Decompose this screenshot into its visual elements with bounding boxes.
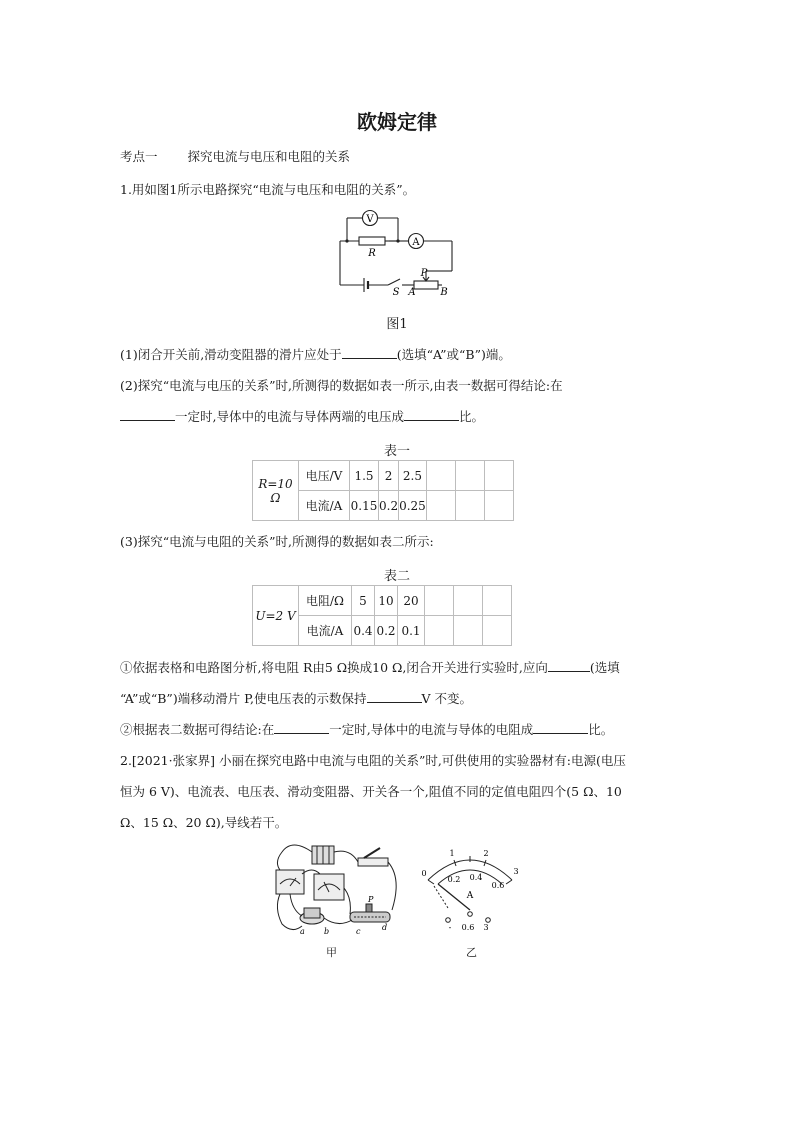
table1-cell	[455, 491, 484, 521]
table2-cell: 0.4	[352, 616, 375, 646]
table1-row1-label: 电压/V	[299, 461, 350, 491]
upper-scale-3: 3	[513, 867, 519, 876]
table2-cell: 10	[375, 586, 398, 616]
q1-part2-line1: (2)探究“电流与电压的关系”时,所测得的数据如表一所示,由表一数据可得结论:在	[120, 378, 563, 393]
lower-scale-0: 0.2	[447, 875, 461, 884]
lower-scale-1: 0.4	[469, 873, 483, 882]
table2-cell	[483, 616, 512, 646]
label-d: d	[382, 923, 388, 932]
apparatus-figure	[272, 838, 406, 938]
q2-line1: 2.[2021·张家界] 小丽在探究电路中电流与电阻的关系”时,可供使用的实验器材有:电源(电压	[120, 753, 626, 768]
q1-stem: 1.用如图1所示电路探究“电流与电压和电阻的关系”。	[120, 182, 416, 197]
ammeter-label: A	[412, 237, 420, 248]
table1-cell: 0.2	[379, 491, 399, 521]
terminal-minus: -	[448, 923, 452, 932]
table2-cell	[425, 616, 454, 646]
slider-label: P	[420, 268, 428, 279]
answer-blank[interactable]	[548, 659, 590, 672]
answer-blank[interactable]	[120, 408, 175, 421]
voltmeter-label: V	[366, 214, 374, 225]
table2-cell: 0.2	[375, 616, 398, 646]
table2-row1-label: 电阻/Ω	[299, 586, 352, 616]
table2-cell	[454, 586, 483, 616]
circuit-diagram-fig1	[330, 205, 470, 300]
table1-cell	[426, 491, 455, 521]
label-a: a	[300, 927, 305, 936]
meter-unit: A	[466, 891, 474, 901]
table1-cell	[455, 461, 484, 491]
table2-caption: 表二	[383, 569, 410, 584]
q1-part1-text-a: (1)闭合开关前,滑动变阻器的滑片应处于	[120, 347, 342, 362]
q2-line3: Ω、15 Ω、20 Ω),导线若干。	[120, 815, 288, 830]
q2-line2: 恒为 6 V)、电流表、电压表、滑动变阻器、开关各一个,阻值不同的定值电阻四个(5 Ω、10	[120, 784, 622, 799]
section-heading	[120, 147, 350, 165]
table1-cell: 2	[379, 461, 399, 491]
resistor-label: R	[368, 248, 376, 259]
table2-row2-label: 电流/A	[299, 616, 352, 646]
table1-cell: 0.15	[350, 491, 379, 521]
table2	[252, 585, 512, 646]
table2-cell	[454, 616, 483, 646]
label-c: c	[356, 927, 361, 936]
answer-blank[interactable]	[274, 721, 329, 734]
q1-part3: (3)探究“电流与电阻的关系”时,所测得的数据如表二所示:	[120, 534, 434, 549]
switch-label: S	[392, 287, 400, 298]
ammeter-dial	[414, 846, 526, 938]
end-b-label: B	[440, 287, 448, 298]
label-p: P	[368, 895, 374, 904]
q1-part2-text-c: 比。	[458, 409, 484, 424]
q1-sub1-text-d: V 不变。	[421, 691, 473, 706]
table1-cell: 2.5	[399, 461, 427, 491]
section-label: 考点一	[120, 149, 158, 164]
fig-left-caption: 甲	[326, 946, 337, 959]
table1	[252, 460, 514, 521]
upper-scale-0: 0	[421, 869, 427, 878]
table1-cell	[484, 491, 513, 521]
q1-sub2-text-c: 比。	[588, 722, 614, 737]
table1-cell	[426, 461, 455, 491]
answer-blank[interactable]	[404, 408, 459, 421]
q1-sub1-text-a: ①依据表格和电路图分析,将电阻 R由5 Ω换成10 Ω,闭合开关进行实验时,应向	[120, 660, 548, 675]
q1-part2-line2	[120, 407, 484, 425]
table1-cell: 1.5	[350, 461, 379, 491]
section-name: 探究电流与电压和电阻的关系	[187, 149, 350, 164]
terminal-3: 3	[483, 923, 489, 932]
end-a-label: A	[408, 287, 416, 298]
upper-scale-1: 1	[449, 849, 455, 858]
page-title: 欧姆定律	[357, 110, 437, 134]
table2-cell: 20	[398, 586, 425, 616]
answer-blank[interactable]	[533, 721, 588, 734]
answer-blank[interactable]	[367, 690, 422, 703]
q1-part1-text-b: (选填“A”或“B”)端。	[396, 347, 511, 362]
q1-sub1-line2	[120, 689, 472, 707]
table1-condition: R=10 Ω	[253, 461, 299, 521]
table1-cell: 0.25	[399, 491, 427, 521]
terminal-0-6: 0.6	[461, 923, 475, 932]
q1-part2-text-b: 一定时,导体中的电流与导体两端的电压成	[175, 409, 404, 424]
table2-cell	[425, 586, 454, 616]
table2-condition: U=2 V	[253, 586, 299, 646]
answer-blank[interactable]	[342, 346, 397, 359]
table1-caption: 表一	[383, 444, 410, 459]
table2-cell	[483, 586, 512, 616]
q1-sub2-text-a: ②根据表二数据可得结论:在	[120, 722, 275, 737]
q1-part1	[120, 345, 511, 363]
fig-right-caption: 乙	[466, 946, 477, 959]
table2-cell: 0.1	[398, 616, 425, 646]
q1-sub2-text-b: 一定时,导体中的电流与导体的电阻成	[329, 722, 534, 737]
q1-sub2	[120, 720, 613, 738]
label-b: b	[324, 927, 330, 936]
q1-sub1-text-c: “A”或“B”)端移动滑片 P,使电压表的示数保持	[120, 691, 367, 706]
q1-sub1-line1	[120, 658, 620, 676]
table2-cell: 5	[352, 586, 375, 616]
figure-caption: 图1	[386, 317, 408, 332]
table1-cell	[484, 461, 513, 491]
lower-scale-2: 0.6	[491, 881, 505, 890]
q1-sub1-text-b: (选填	[589, 660, 620, 675]
table1-row2-label: 电流/A	[299, 491, 350, 521]
upper-scale-2: 2	[483, 849, 489, 858]
